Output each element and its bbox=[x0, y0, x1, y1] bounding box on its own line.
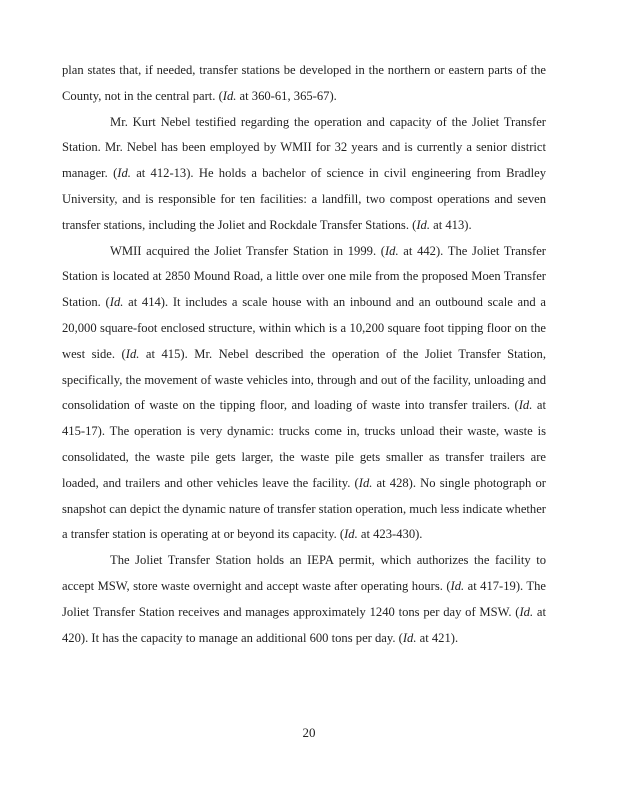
citation-id: Id. bbox=[358, 475, 373, 490]
text-segment: at 423-430). bbox=[357, 527, 423, 542]
text-segment: at 413). bbox=[429, 217, 472, 232]
text-segment: at 442). The Joliet Transfer Station is located at 2850 Mound Road, a little over one mile from the proposed Moen Transfer Station. ( bbox=[62, 243, 546, 310]
text-segment: Mr. Kurt Nebel testified regarding the operation and capacity of the Joliet Transfer Station. Mr. Nebel has been employed by WMII for 32 years and is currently a senior district manager. ( bbox=[62, 114, 546, 181]
paragraph-iepa-permit bbox=[62, 548, 546, 651]
text-segment: at 420). It has the capacity to manage an additional 600 tons per day. ( bbox=[62, 604, 546, 645]
citation-id: Id. bbox=[109, 295, 124, 310]
text-segment: at 421). bbox=[416, 630, 459, 645]
text-segment: WMII acquired the Joliet Transfer Station in 1999. ( bbox=[110, 243, 385, 258]
citation-id: Id. bbox=[384, 243, 399, 258]
text-segment: at 415). Mr. Nebel described the operation of the Joliet Transfer Station, specifically, the movement of waste vehicles into, through and out of the facility, unloading and consolidation of waste on the tipping floor, and loading of waste into transfer trailers. ( bbox=[62, 346, 546, 413]
text-segment: at 414). It includes a scale house with an inbound and an outbound scale and a 20,000 square-foot enclosed structure, within which is a 10,200 square foot tipping floor on the west side. ( bbox=[62, 295, 546, 361]
paragraph-continuation bbox=[62, 58, 546, 110]
citation-id: Id. bbox=[344, 527, 358, 542]
citation-id: Id. bbox=[519, 604, 534, 619]
text-segment: The Joliet Transfer Station holds an IEPA permit, which authorizes the facility to accept MSW, store waste overnight and accept waste after operating hours. ( bbox=[62, 553, 546, 593]
body-text bbox=[62, 58, 546, 651]
text-segment: at 360-61, 365-67). bbox=[236, 88, 337, 103]
text-segment: at 428). No single photograph or snapshot can depict the dynamic nature of transfer station operation, much less indicate whether a transfer station is operating at or beyond its capacity. ( bbox=[62, 475, 546, 542]
text-segment: at 412-13). He holds a bachelor of science in civil engineering from Bradley University, and is responsible for ten facilities: a landfill, two compost operations and seven transfer stations, including the Joliet and Rockdale Transfer Stations. ( bbox=[62, 166, 546, 232]
citation-id: Id. bbox=[222, 88, 237, 103]
text-segment: at 417-19). The Joliet Transfer Station receives and manages approximately 1240 tons per day of MSW. ( bbox=[62, 578, 546, 619]
citation-id: Id. bbox=[402, 630, 417, 645]
citation-id: Id. bbox=[518, 398, 533, 413]
paragraph-joliet-operation bbox=[62, 239, 546, 549]
paragraph-nebel-testimony bbox=[62, 110, 546, 239]
text-segment: at 415-17). The operation is very dynamic: trucks come in, trucks unload their waste, waste is consolidated, the waste pile gets larger, the waste pile gets smaller as transfer trailers are loaded, and trailers and other vehicles leave the facility. ( bbox=[62, 398, 546, 490]
citation-id: Id. bbox=[125, 346, 140, 361]
citation-id: Id. bbox=[416, 217, 430, 232]
page-number: 20 bbox=[302, 725, 316, 740]
citation-id: Id. bbox=[450, 578, 465, 593]
citation-id: Id. bbox=[117, 166, 131, 181]
text-segment: plan states that, if needed, transfer stations be developed in the northern or eastern parts of the County, not in the central part. ( bbox=[62, 63, 546, 103]
